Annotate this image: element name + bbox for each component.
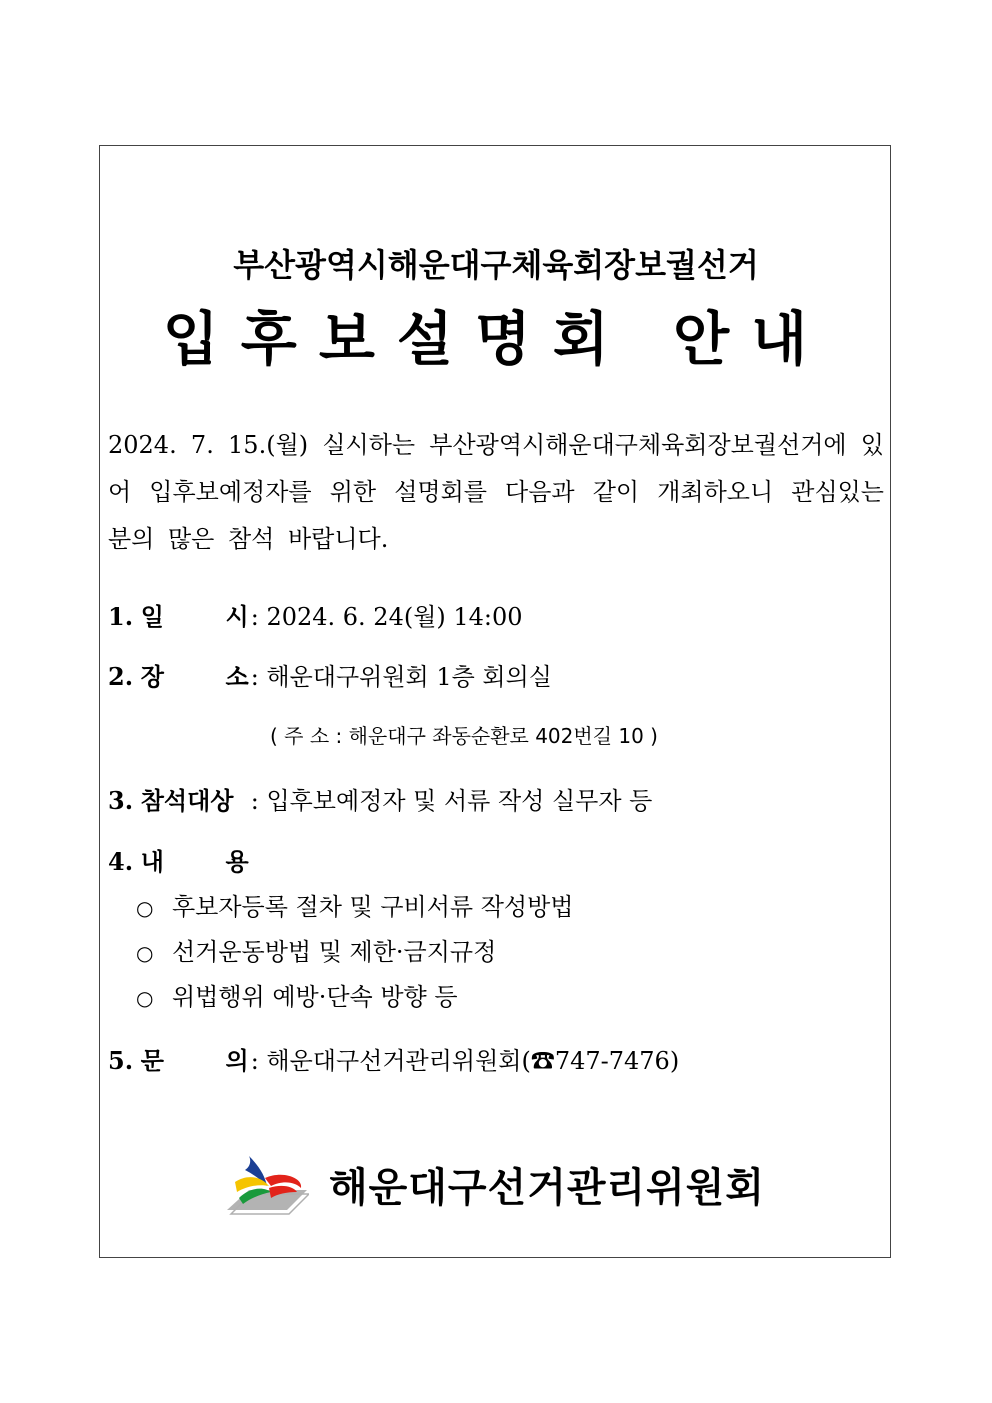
item-colon: : [250,603,259,631]
election-commission-logo-icon [225,1152,309,1216]
content-list-item [136,932,496,967]
item-venue [108,657,552,692]
item-colon: : [250,787,259,815]
item-number: 1. [108,602,134,631]
organization-name: 해운대구선거관리위원회 [329,1165,766,1211]
item-label: 참석대상 [140,786,234,815]
item-number: 4. [108,847,134,876]
item-label: 장 소 [140,662,249,691]
content-list-item [136,977,458,1012]
bullet-circle-icon: ○ [136,986,154,1010]
intro-paragraph: 2024. 7. 15.(월) 실시하는 부산광역시해운대구체육회장보궐선거에 있어 입후보예정자를 위한 설명회를 다음과 같이 개최하오니 관심있는 분의 많은 참석 바랍니다. [108,431,884,553]
item-value: 입후보예정자 및 서류 작성 실무자 등 [266,787,653,815]
content-text: 위법행위 예방·단속 방향 등 [172,983,458,1011]
bullet-circle-icon: ○ [136,941,154,965]
item-schedule [108,597,523,632]
content-list-item [136,887,573,922]
item-label: 일 시 [140,602,249,631]
title-line-2: 입후보설명회 안내 [162,305,830,373]
item-number: 2. [108,662,134,691]
item-colon: : [250,663,259,691]
item-colon: : [250,1047,259,1075]
item-label: 문 의 [140,1046,249,1075]
content-text: 선거운동방법 및 제한·금지규정 [172,938,497,966]
item-attendees [108,781,652,816]
content-text: 후보자등록 절차 및 구비서류 작성방법 [172,893,574,921]
item-number: 3. [108,786,134,815]
bullet-circle-icon: ○ [136,896,154,920]
item-value: 해운대구선거관리위원회(☎747-7476) [266,1047,680,1075]
item-number: 5. [108,1046,134,1075]
item-label: 내 용 [140,847,249,876]
item-value: 해운대구위원회 1층 회의실 [266,663,552,691]
item-value: 2024. 6. 24(월) 14:00 [266,603,523,631]
venue-address: ( 주 소 : 해운대구 좌동순환로 402번길 10 ) [270,724,658,748]
item-inquiry [108,1041,679,1076]
item-contents [108,842,251,877]
title-line-1: 부산광역시해운대구체육회장보궐선거 [233,246,759,284]
